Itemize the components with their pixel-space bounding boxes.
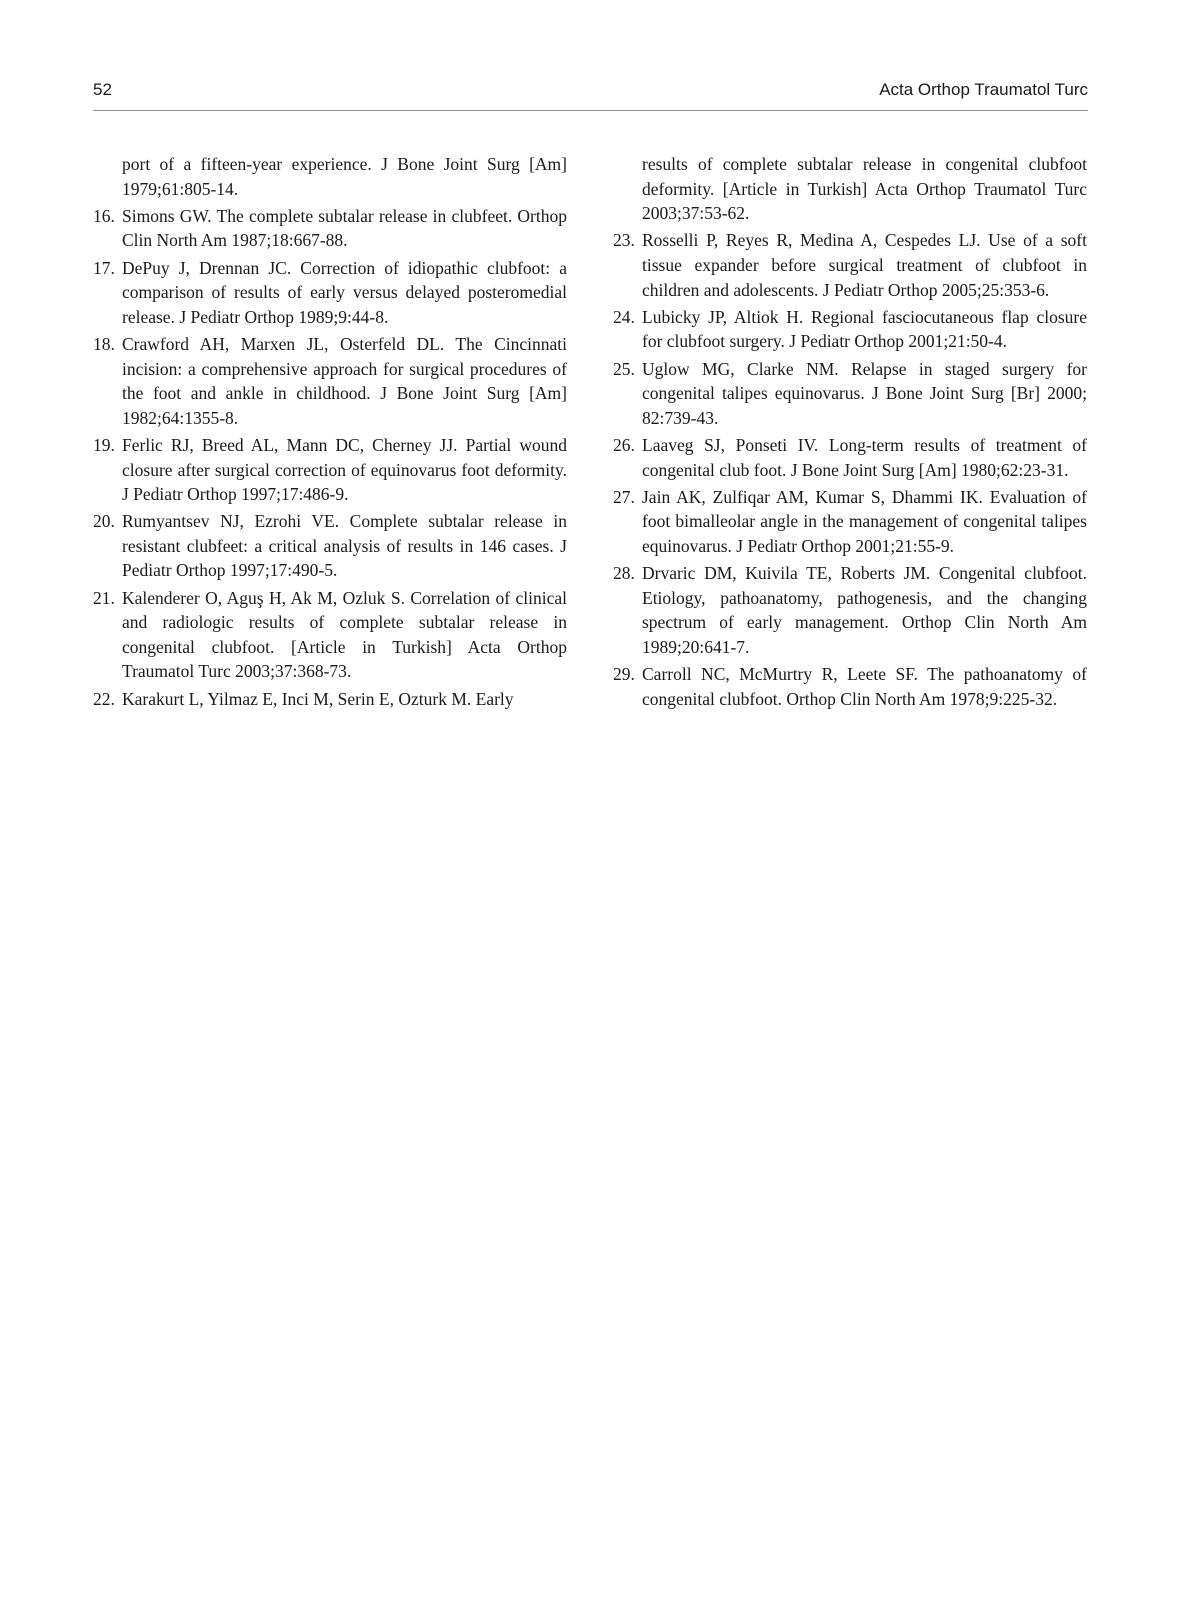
reference-number: 16. (93, 205, 115, 226)
reference-item (93, 687, 567, 712)
reference-text: Crawford AH, Marxen JL, Osterfeld DL. The Cincinnati incision: a comprehensive approach for surgical procedures of the foot and ankle in childhood. J Bone Joint Surg [Am] 1982;64:1355-8. (122, 333, 567, 428)
reference-item (613, 433, 1087, 482)
reference-text: DePuy J, Drennan JC. Correction of idiopathic clubfoot: a comparison of results of early versus delayed posteromedial release. J Pediatr Orthop 1989;9:44-8. (122, 257, 567, 327)
reference-item (613, 561, 1087, 659)
header-rule (93, 110, 1088, 111)
reference-text: Rumyantsev NJ, Ezrohi VE. Complete subtalar release in resistant clubfeet: a critical analysis of results in 146 cases. J Pediatr Orthop 1997;17:490-5. (122, 511, 567, 581)
reference-text: Kalenderer O, Aguş H, Ak M, Ozluk S. Correlation of clinical and radiologic results of complete subtalar release in congenital clubfoot. [Article in Turkish] Acta Orthop Traumatol Turc 2003;37:368-73. (122, 587, 567, 682)
reference-number: 22. (93, 688, 115, 709)
reference-text: Rosselli P, Reyes R, Medina A, Cespedes LJ. Use of a soft tissue expander before surgical treatment of clubfoot in children and adolescents. J Pediatr Orthop 2005;25:353-6. (642, 230, 1087, 300)
reference-text: Laaveg SJ, Ponseti IV. Long-term results of treatment of congenital club foot. J Bone Joint Surg [Am] 1980;62:23-31. (642, 434, 1087, 480)
running-header (93, 78, 1088, 102)
reference-text: Carroll NC, McMurtry R, Leete SF. The pathoanatomy of congenital clubfoot. Orthop Clin North Am 1978;9:225-32. (642, 664, 1087, 709)
reference-number: 19. (93, 434, 115, 455)
reference-item (613, 357, 1087, 431)
reference-text: results of complete subtalar release in congenital clubfoot deformity. [Article in Turkish] Acta Orthop Traumatol Turc 2003;37:53-62. (642, 154, 1087, 224)
reference-item (93, 204, 567, 253)
reference-text: Drvaric DM, Kuivila TE, Roberts JM. Congenital clubfoot. Etiology, pathoanatomy, pathogenesis, and the changing spectrum of early management. Orthop Clin North Am 1989;20:641-7. (642, 563, 1087, 657)
references-right-column (613, 152, 1087, 714)
reference-number: 24. (613, 306, 635, 327)
reference-text: Jain AK, Zulfiqar AM, Kumar S, Dhammi IK. Evaluation of foot bimalleolar angle in the management of congenital talipes equinovarus. J Pediatr Orthop 2001;21:55-9. (642, 486, 1087, 556)
reference-text: Ferlic RJ, Breed AL, Mann DC, Cherney JJ. Partial wound closure after surgical correction of equinovarus foot deformity. J Pediatr Orthop 1997;17:486-9. (122, 434, 567, 505)
reference-item (93, 586, 567, 684)
reference-number: 20. (93, 511, 115, 532)
reference-item (93, 152, 567, 201)
references-left-column (93, 152, 567, 714)
reference-item (93, 433, 567, 507)
reference-item (613, 662, 1087, 711)
reference-text: Karakurt L, Yilmaz E, Inci M, Serin E, Ozturk M. Early (122, 688, 514, 709)
reference-number: 26. (613, 434, 635, 455)
reference-text: Simons GW. The complete subtalar release in clubfeet. Orthop Clin North Am 1987;18:667-88. (122, 205, 567, 251)
reference-item (93, 256, 567, 330)
reference-number: 18. (93, 333, 115, 354)
journal-title: Acta Orthop Traumatol Turc (879, 80, 1088, 99)
reference-number: 23. (613, 230, 635, 251)
reference-number: 29. (613, 664, 635, 685)
reference-number: 28. (613, 563, 635, 584)
reference-number: 21. (93, 587, 115, 608)
reference-item (613, 485, 1087, 559)
reference-item (613, 305, 1087, 354)
reference-text: port of a fifteen-year experience. J Bone Joint Surg [Am] 1979;61:805-14. (122, 154, 567, 199)
reference-number: 27. (613, 486, 635, 507)
reference-item (93, 332, 567, 430)
reference-item (93, 509, 567, 583)
reference-item (613, 228, 1087, 302)
reference-number: 17. (93, 257, 115, 278)
reference-item (613, 152, 1087, 226)
reference-text: Lubicky JP, Altiok H. Regional fasciocutaneous flap closure for clubfoot surgery. J Pediatr Orthop 2001;21:50-4. (642, 306, 1087, 352)
reference-text: Uglow MG, Clarke NM. Relapse in staged surgery for congenital talipes equinovarus. J Bone Joint Surg [Br] 2000; 82:739-43. (642, 358, 1087, 428)
page-number: 52 (93, 80, 112, 99)
reference-number: 25. (613, 358, 635, 379)
